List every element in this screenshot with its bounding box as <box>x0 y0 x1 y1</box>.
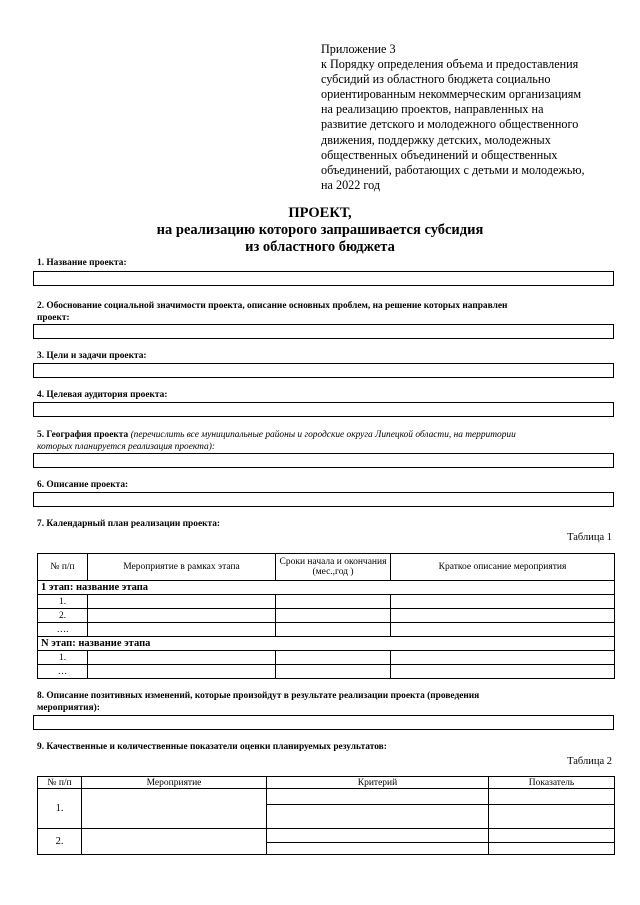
table-row <box>38 623 615 637</box>
section-3-label: 3. Цели и задачи проекта: <box>37 351 147 361</box>
appendix-line: объединений, работающих с детьми и молодежью, <box>321 162 585 177</box>
table-row <box>38 789 615 805</box>
cell[interactable] <box>489 829 615 843</box>
section-5-title: 5. География проекта <box>37 430 129 440</box>
description-field[interactable] <box>33 492 614 507</box>
section-5-label <box>37 429 607 453</box>
appendix-line: субсидий из областного бюджета социально <box>321 72 551 87</box>
row-number: 2. <box>38 609 88 623</box>
stage-1-title: 1 этап: название этапа <box>38 581 615 595</box>
page-title: ПРОЕКТ, <box>288 205 352 221</box>
row-number: 1. <box>38 595 88 609</box>
appendix-line: общественных объединений и общественных <box>321 147 558 162</box>
col-dates-header: Сроки начала и окончания (мес.,год ) <box>276 554 391 581</box>
section-6-label: 6. Описание проекта: <box>37 480 129 490</box>
row-number: …. <box>38 623 88 637</box>
cell[interactable] <box>88 609 276 623</box>
cell[interactable] <box>88 651 276 665</box>
cell[interactable] <box>391 665 615 679</box>
cell[interactable] <box>267 829 489 843</box>
section-2-label <box>37 300 607 324</box>
col-number-header: № п/п <box>38 554 88 581</box>
col-event-header: Мероприятие <box>82 777 267 789</box>
table-row <box>38 651 615 665</box>
section-1-label: 1. Название проекта: <box>37 258 127 268</box>
cell[interactable] <box>267 843 489 855</box>
cell[interactable] <box>267 805 489 829</box>
col-criterion-header: Критерий <box>267 777 489 789</box>
cell[interactable] <box>276 651 391 665</box>
section-8-line-2: мероприятия): <box>37 703 100 713</box>
cell[interactable] <box>391 609 615 623</box>
indicators-table <box>37 776 615 855</box>
appendix-line: развитие детского и молодежного общественного <box>321 117 579 132</box>
section-9-label: 9. Качественные и количественные показатели оценки планируемых результатов: <box>37 742 387 752</box>
appendix-line: на 2022 год <box>321 177 381 192</box>
section-8-label <box>37 690 607 714</box>
page-subtitle-2: из областного бюджета <box>245 239 395 255</box>
table-header-row <box>38 777 615 789</box>
row-number: 1. <box>38 651 88 665</box>
cell[interactable] <box>489 843 615 855</box>
col-number-header: № п/п <box>38 777 82 789</box>
stage-n-title: N этап: название этапа <box>38 637 615 651</box>
cell[interactable] <box>276 665 391 679</box>
section-2-line-2: проект: <box>37 313 70 323</box>
cell[interactable] <box>82 829 267 855</box>
target-audience-field[interactable] <box>33 402 614 417</box>
row-number: 1. <box>38 789 82 829</box>
section-7-label: 7. Календарный план реализации проекта: <box>37 519 221 529</box>
cell[interactable] <box>391 651 615 665</box>
calendar-plan-table <box>37 553 615 679</box>
cell[interactable] <box>88 665 276 679</box>
col-indicator-header: Показатель <box>489 777 615 789</box>
section-8-line-1: 8. Описание позитивных изменений, которые произойдут в результате реализации проекта (проведения <box>37 691 480 701</box>
page-subtitle: на реализацию которого запрашивается субсидия <box>156 222 484 238</box>
goals-field[interactable] <box>33 363 614 378</box>
appendix-line: к Порядку определения объема и предоставления <box>321 57 579 72</box>
table-1-caption: Таблица 1 <box>567 532 612 543</box>
row-number: 2. <box>38 829 82 855</box>
appendix-note <box>321 42 611 193</box>
cell[interactable] <box>82 789 267 829</box>
appendix-line: на реализацию проектов, направленных на <box>321 102 544 117</box>
cell[interactable] <box>489 805 615 829</box>
table-row <box>38 665 615 679</box>
project-name-field[interactable] <box>33 271 614 286</box>
section-4-label: 4. Целевая аудитория проекта: <box>37 390 168 400</box>
cell[interactable] <box>276 623 391 637</box>
section-5-hint: (перечислить все муниципальные районы и городские округа Липецкой области, на территории <box>130 430 516 440</box>
stage-row <box>38 637 615 651</box>
appendix-line: ориентированным некоммерческим организациям <box>321 87 582 102</box>
table-row <box>38 609 615 623</box>
table-row <box>38 595 615 609</box>
table-row <box>38 829 615 843</box>
cell[interactable] <box>88 595 276 609</box>
col-event-header: Мероприятие в рамках этапа <box>88 554 276 581</box>
cell[interactable] <box>391 595 615 609</box>
table-2-caption: Таблица 2 <box>567 756 612 767</box>
cell[interactable] <box>276 595 391 609</box>
cell[interactable] <box>489 789 615 805</box>
col-summary-header: Краткое описание мероприятия <box>391 554 615 581</box>
positive-changes-field[interactable] <box>33 715 614 730</box>
section-5-hint-2: которых планируется реализация проекта): <box>37 442 215 452</box>
appendix-line: движения, поддержку детских, молодежных <box>321 132 551 147</box>
appendix-line: Приложение 3 <box>321 42 396 56</box>
social-significance-field[interactable] <box>33 324 614 339</box>
cell[interactable] <box>267 789 489 805</box>
cell[interactable] <box>88 623 276 637</box>
cell[interactable] <box>276 609 391 623</box>
stage-row <box>38 581 615 595</box>
table-header-row <box>38 554 615 581</box>
cell[interactable] <box>391 623 615 637</box>
geography-field[interactable] <box>33 453 614 468</box>
section-2-line-1: 2. Обоснование социальной значимости проекта, описание основных проблем, на решение которых направлен <box>37 301 508 311</box>
row-number: … <box>38 665 88 679</box>
